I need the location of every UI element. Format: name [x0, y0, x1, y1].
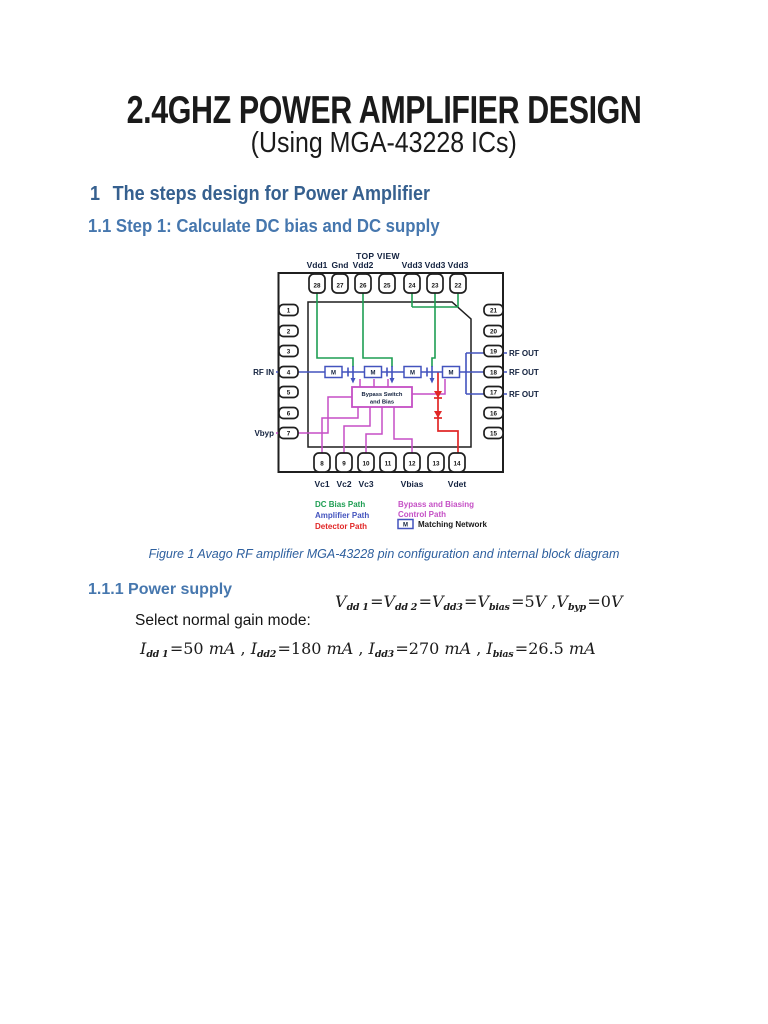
equation-token: 180 — [290, 639, 322, 658]
top-pin-label: Vdd3 — [401, 260, 423, 270]
svg-text:4: 4 — [286, 369, 291, 377]
svg-text:M: M — [410, 370, 415, 377]
rf-out-label: RF OUT — [509, 368, 539, 377]
equation-token: , — [471, 639, 487, 658]
equation-token: = — [370, 592, 384, 611]
svg-text:19: 19 — [489, 348, 498, 356]
equation-token: = — [277, 639, 291, 658]
heading-1-1-text: 1.1 Step 1: Calculate DC bias and DC supply — [88, 216, 440, 236]
svg-text:28: 28 — [313, 282, 321, 290]
svg-text:27: 27 — [336, 282, 344, 290]
svg-text:6: 6 — [286, 410, 291, 418]
top-pin-label: Vdd2 — [352, 260, 374, 270]
equation-voltage — [335, 592, 623, 611]
equation-token: dd 2 — [395, 602, 418, 613]
equation-token: V — [477, 592, 489, 611]
body-text: Select normal gain mode: — [135, 612, 311, 629]
svg-text:20: 20 — [489, 328, 498, 336]
equation-token: = — [514, 639, 529, 658]
svg-text:5: 5 — [286, 389, 291, 397]
svg-text:17: 17 — [489, 389, 498, 397]
document-subtitle-text: (Using MGA-43228 ICs) — [250, 127, 518, 159]
equation-current — [140, 639, 596, 658]
document-subtitle — [0, 129, 768, 158]
equation-token: mA — [321, 639, 354, 658]
heading-1 — [90, 183, 468, 206]
equation-token: mA — [563, 639, 596, 658]
equation-token: , — [546, 592, 557, 611]
dc-bias-path-wires — [317, 286, 458, 367]
rf-out-label: RF OUT — [509, 390, 539, 399]
pins-layer — [279, 274, 503, 472]
bottom-pin-label: Vc1 — [314, 479, 330, 489]
equation-token: = — [511, 592, 525, 611]
equation-token: I — [368, 639, 375, 658]
equation-token: I — [486, 639, 493, 658]
svg-text:22: 22 — [454, 282, 462, 290]
equation-token: V — [556, 592, 568, 611]
svg-text:3: 3 — [286, 348, 291, 356]
equation-token: dd 1 — [146, 649, 169, 660]
figure-caption: Figure 1 Avago RF amplifier MGA-43228 pin configuration and internal block diagram — [148, 547, 620, 561]
vbyp-label: Vbyp — [254, 429, 274, 438]
legend-detector-path: Detector Path — [315, 522, 368, 531]
top-pin-label: Gnd — [331, 260, 349, 270]
svg-text:15: 15 — [489, 430, 498, 438]
top-view-label: TOP VIEW — [356, 251, 400, 261]
svg-text:18: 18 — [489, 369, 498, 377]
equation-token: byp — [567, 602, 586, 613]
equation-token: , — [353, 639, 369, 658]
equation-token: dd3 — [374, 649, 394, 660]
svg-text:11: 11 — [384, 460, 392, 468]
transistor-icon — [348, 366, 356, 384]
equation-token: dd 1 — [346, 602, 369, 613]
legend-amplifier-path: Amplifier Path — [315, 511, 370, 520]
equation-token: = — [587, 592, 601, 611]
svg-text:and Bias: and Bias — [369, 399, 395, 406]
equation-token: mA — [439, 639, 472, 658]
equation-token: 0 — [600, 592, 611, 611]
rf-out-label: RF OUT — [509, 349, 539, 358]
heading-1-number: 1 — [90, 183, 101, 205]
svg-text:26: 26 — [359, 282, 367, 290]
bottom-pin-label: Vc2 — [336, 479, 352, 489]
equation-token: = — [418, 592, 432, 611]
heading-1-1-1: 1.1.1 Power supply — [88, 581, 233, 598]
document-title-text: 2.4GHZ POWER AMPLIFIER DESIGN — [126, 89, 642, 132]
mga-43228-block-diagram — [240, 246, 550, 538]
bypass-switch-box — [352, 387, 412, 407]
bottom-pin-label: Vdet — [447, 479, 467, 489]
equation-token: V — [534, 592, 547, 611]
svg-text:10: 10 — [362, 460, 370, 468]
legend-bypass-control-line2: Control Path — [398, 510, 446, 519]
equation-token: 50 — [183, 639, 204, 658]
svg-text:M: M — [448, 370, 454, 377]
heading-1-1 — [88, 216, 466, 237]
svg-text:12: 12 — [408, 460, 416, 468]
equation-token: dd2 — [257, 649, 277, 660]
equation-token: V — [610, 592, 623, 611]
equation-token: bias — [492, 649, 514, 660]
detector-diode-icon — [434, 411, 442, 418]
equation-token: V — [383, 592, 396, 611]
svg-text:M: M — [331, 370, 336, 377]
document-title — [0, 91, 768, 130]
equation-token: I — [140, 639, 147, 658]
equation-token: 270 — [408, 639, 440, 658]
bottom-pin-label: Vc3 — [358, 479, 374, 489]
svg-text:7: 7 — [286, 430, 291, 438]
equation-token: = — [395, 639, 409, 658]
svg-text:1: 1 — [286, 307, 291, 315]
top-pin-label: Vdd3 — [447, 260, 469, 270]
equation-token: I — [250, 639, 258, 658]
equation-token: mA — [203, 639, 236, 658]
svg-text:M: M — [370, 370, 376, 377]
svg-text:M: M — [403, 522, 408, 529]
equation-token: V — [431, 592, 444, 611]
svg-text:14: 14 — [453, 460, 461, 468]
equation-token: = — [464, 592, 478, 611]
svg-text:2: 2 — [286, 328, 291, 336]
svg-text:21: 21 — [489, 307, 498, 315]
legend-matching-network: Matching Network — [418, 520, 487, 529]
equation-token: , — [235, 639, 251, 658]
detector-path-wires — [434, 372, 458, 463]
heading-1-text: The steps design for Power Amplifier — [112, 183, 431, 205]
equation-token: 5 — [524, 592, 535, 611]
svg-text:16: 16 — [489, 410, 498, 418]
equation-token: 26.5 — [528, 639, 564, 658]
transistor-icon — [427, 366, 435, 384]
top-pin-label: Vdd3 — [424, 260, 446, 270]
equation-token: V — [335, 592, 347, 611]
bottom-pin-label: Vbias — [400, 479, 424, 489]
svg-text:9: 9 — [342, 460, 346, 468]
svg-text:8: 8 — [320, 460, 324, 468]
figure-legend — [315, 500, 487, 531]
svg-text:13: 13 — [432, 460, 440, 468]
equation-token: bias — [489, 602, 510, 613]
legend-dc-bias-path: DC Bias Path — [315, 500, 366, 509]
legend-bypass-control-line1: Bypass and Biasing — [398, 500, 475, 509]
equation-token: = — [169, 639, 184, 658]
top-pin-label: Vdd1 — [306, 260, 328, 270]
rf-in-label: RF IN — [253, 368, 274, 377]
svg-text:25: 25 — [383, 282, 391, 290]
equation-token: dd3 — [443, 602, 463, 613]
svg-text:24: 24 — [408, 282, 416, 290]
svg-text:Bypass Switch: Bypass Switch — [361, 391, 403, 398]
svg-text:23: 23 — [431, 282, 439, 290]
